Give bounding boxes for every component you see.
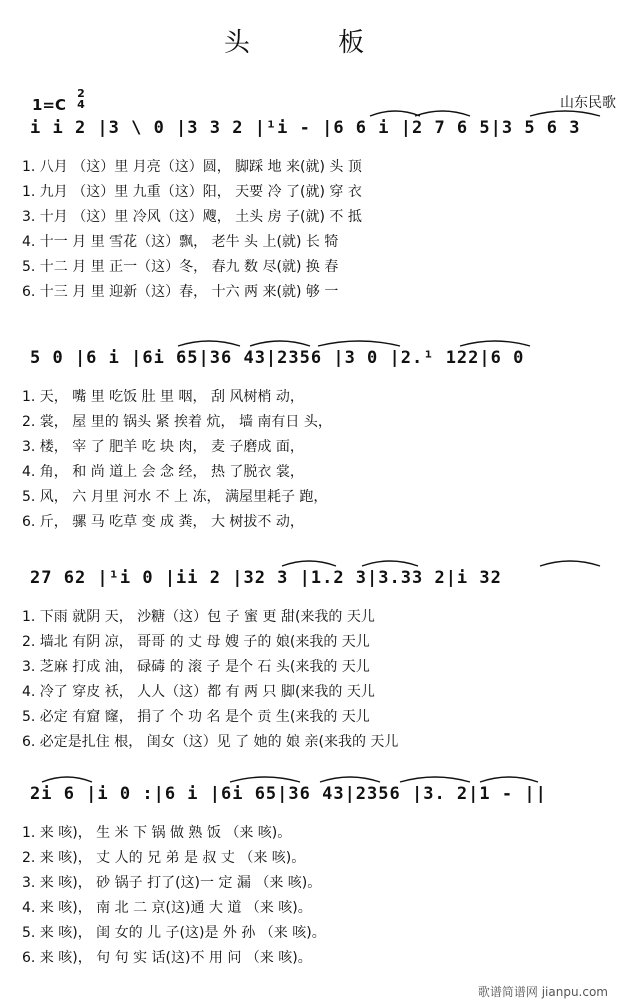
slur-arc [318,341,400,346]
slur-arc [320,777,380,782]
lyric-line: 2. 来 咳)， 丈 人的 兄 弟 是 叔 丈 （来 咳)。 [22,850,306,866]
slur-arc [540,561,600,566]
time-signature [74,88,88,110]
song-origin: 山东民歌 [560,95,616,111]
slur-arc [415,111,470,116]
lyric-line: 5. 来 咳)， 闺 女的 儿 子(这)是 外 孙 （来 咳)。 [22,925,326,941]
meter-bottom: 4 [77,98,85,111]
lyric-line: 4. 十一 月 里 雪花（这）飘， 老牛 头 上(就) 长 犄 [22,234,339,250]
song-title: 头 板 [223,28,405,58]
score-system [0,568,628,758]
key-signature: 1=C [32,96,67,114]
lyric-line: 6. 来 咳)， 句 句 实 话(这)不 用 问 （来 咳)。 [22,950,312,966]
slur-marks [0,566,628,596]
slur-arc [460,341,530,346]
lyric-line: 3. 楼， 宰 了 肥羊 吃 块 肉， 麦 子磨成 面， [22,439,304,455]
lyric-line: 1. 天， 嘴 里 吃饭 肚 里 咽， 刮 风树梢 动， [22,389,304,405]
lyric-line: 5. 必定 有窟 窿， 捐了 个 功 名 是个 贡 生(来我的 天儿 [22,709,370,725]
slur-arc [230,777,300,782]
slur-marks [0,116,628,146]
lyric-line: 4. 来 咳)， 南 北 二 京(这)通 大 道 （来 咳)。 [22,900,312,916]
slur-arc [362,561,418,566]
notation-line: 2i 6 |i 0 :|6 i |6i 65|36 43|2356 |3. 2|1 - || [30,784,547,804]
lyric-line: 6. 斤， 骡 马 吃草 变 成 粪， 大 树拔不 动， [22,514,304,530]
lyric-line: 3. 十月 （这）里 冷风（这）飕， 土头 房 子(就) 不 抵 [22,209,362,225]
lyric-line: 5. 十二 月 里 正一（这）冬， 春九 数 尽(就) 换 春 [22,259,339,275]
slur-arc [400,777,470,782]
lyric-line: 4. 冷了 穿皮 袄， 人人（这）都 有 两 只 脚(来我的 天儿 [22,684,375,700]
score-system [0,784,628,974]
notation-line: i i 2 |3 \ 0 |3 3 2 |¹i - |6 6 i |2 7 6 5|3 5 6 3 [30,118,581,138]
lyric-line: 6. 十三 月 里 迎新（这）春， 十六 两 来(就) 够 一 [22,284,339,300]
lyric-line: 6. 必定是扎住 根， 闺女（这）见 了 她的 娘 亲(来我的 天儿 [22,734,399,750]
watermark-footer: 歌谱简谱网 jianpu.com [477,985,608,999]
lyric-line: 3. 芝麻 打成 油， 碌碡 的 滚 子 是个 石 头(来我的 天儿 [22,659,370,675]
lyric-line: 1. 下雨 就阴 天， 沙糖（这）包 子 蜜 更 甜(来我的 天儿 [22,609,375,625]
slur-arc [42,777,92,782]
slur-arc [282,561,336,566]
lyric-line: 3. 来 咳)， 砂 锅子 打了(这)一 定 漏 （来 咳)。 [22,875,322,891]
lyric-line: 5. 风， 六 月里 河水 不 上 冻， 满屋里耗子 跑， [22,489,328,505]
notation-line: 27 62 |¹i 0 |ii 2 |32 3 |1.2 3|3.33 2|i 32 [30,568,502,588]
lyric-line: 2. 裳， 屋 里的 锅头 紧 挨着 炕， 墙 南有日 头， [22,414,332,430]
lyric-line: 4. 角， 和 尚 道上 会 念 经， 热 了脱衣 裳， [22,464,304,480]
slur-arc [370,111,420,116]
notation-line: 5 0 |6 i |6i 65|36 43|2356 |3 0 |2.¹ 122|6 0 [30,348,525,368]
lyric-line: 1. 来 咳)， 生 米 下 锅 做 熟 饭 （来 咳)。 [22,825,292,841]
lyric-line: 2. 墙北 有阴 凉， 哥哥 的 丈 母 嫂 子的 娘(来我的 天儿 [22,634,370,650]
slur-arc [480,777,538,782]
slur-marks [0,346,628,376]
score-system [0,118,628,308]
slur-arc [178,341,240,346]
slur-arc [250,341,310,346]
lyric-line: 1. 八月 （这）里 月亮（这）圆， 脚踩 地 来(就) 头 顶 [22,159,362,175]
lyric-line: 1. 九月 （这）里 九重（这）阳， 天要 冷 了(就) 穿 衣 [22,184,362,200]
score-system [0,348,628,538]
meter-top: 2 [77,87,85,100]
slur-marks [0,782,628,812]
